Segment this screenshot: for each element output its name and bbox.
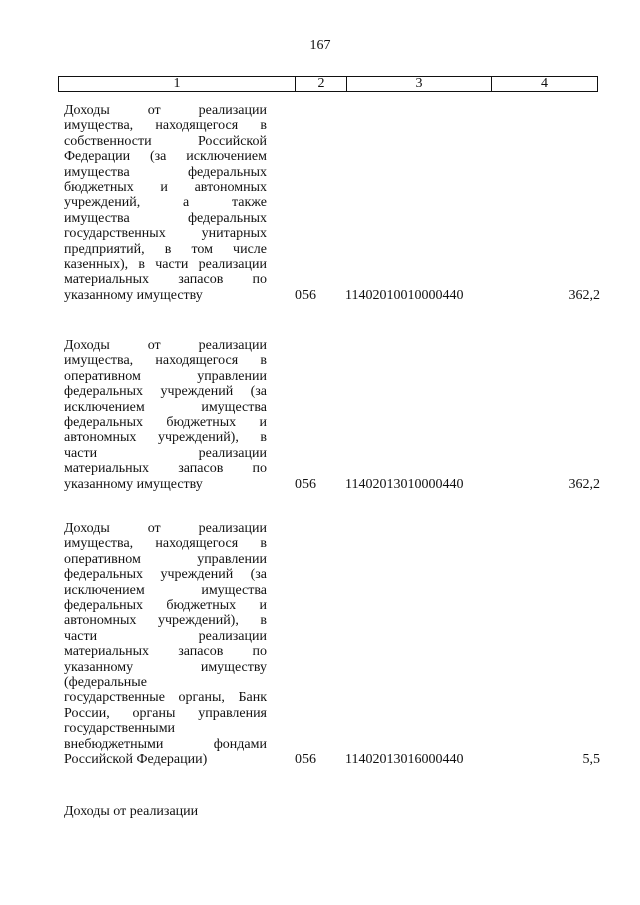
description-line: указанному имуществу: [64, 287, 203, 303]
description-line: части реализации: [64, 628, 267, 644]
row-description: [64, 338, 267, 492]
description-line: автономных учреждений), в: [64, 613, 267, 629]
description-line: имущества федеральных: [64, 210, 267, 226]
description-line: указанному имуществу: [64, 476, 203, 492]
description-line: части реализации: [64, 445, 267, 461]
description-line: федеральных бюджетных и: [64, 415, 267, 431]
description-line: имущества, находящегося в: [64, 536, 267, 552]
description-line: государственными: [64, 721, 176, 737]
page-number: 167: [309, 38, 331, 53]
row-budget-code: 11402013016000440: [345, 752, 464, 767]
description-line: Федерации (за исключением: [64, 149, 267, 165]
description-line: имущества, находящегося в: [64, 353, 267, 369]
description-line: предприятий, в том числе: [64, 241, 267, 257]
description-line: казенных), в части реализации: [64, 257, 267, 273]
row-budget-code: 11402013010000440: [345, 476, 464, 492]
description-line: имущества, находящегося в: [64, 118, 267, 134]
description-line: оперативном управлении: [64, 551, 267, 567]
description-line: внебюджетными фондами: [64, 736, 267, 752]
header-col-1: 1: [59, 77, 296, 91]
description-line: Доходы от реализации: [64, 338, 267, 353]
row-amount: 5,5: [582, 752, 600, 767]
description-line: автономных учреждений), в: [64, 430, 267, 446]
description-line: федеральных бюджетных и: [64, 598, 267, 614]
description-line: указанному имуществу: [64, 659, 267, 675]
row-amount: 362,2: [568, 287, 600, 303]
description-line: федеральных учреждений (за: [64, 384, 267, 400]
description-line: Российской Федерации): [64, 752, 208, 768]
description-line: Доходы от реализации: [64, 804, 199, 819]
description-line: материальных запасов по: [64, 272, 267, 288]
row-description: [64, 103, 267, 303]
row-admin-code: 056: [295, 752, 316, 767]
description-line: исключением имущества: [64, 582, 267, 598]
row-description: [64, 804, 267, 819]
description-line: бюджетных и автономных: [64, 180, 267, 196]
description-line: России, органы управления: [64, 705, 267, 721]
description-line: государственных унитарных: [64, 226, 267, 242]
header-col-4: 4: [541, 76, 548, 91]
description-line: собственности Российской: [64, 133, 267, 149]
description-line: исключением имущества: [64, 399, 267, 415]
description-line: материальных запасов по: [64, 461, 267, 477]
description-line: Доходы от реализации: [64, 103, 267, 118]
description-line: государственные органы, Банк: [64, 690, 267, 706]
description-line: имущества федеральных: [64, 164, 267, 180]
row-description: [64, 521, 267, 768]
row-admin-code: 056: [295, 476, 316, 492]
description-line: федеральных учреждений (за: [64, 567, 267, 583]
row-amount: 362,2: [568, 476, 600, 492]
row-admin-code: 056: [295, 287, 316, 303]
description-line: оперативном управлении: [64, 368, 267, 384]
description-line: (федеральные: [64, 675, 147, 691]
header-col-2: 2: [296, 77, 347, 91]
table-header: [58, 76, 598, 92]
header-col-3: 3: [347, 77, 492, 91]
row-budget-code: 11402010010000440: [345, 287, 464, 303]
description-line: материальных запасов по: [64, 644, 267, 660]
description-line: учреждений, а также: [64, 195, 267, 211]
description-line: Доходы от реализации: [64, 521, 267, 536]
